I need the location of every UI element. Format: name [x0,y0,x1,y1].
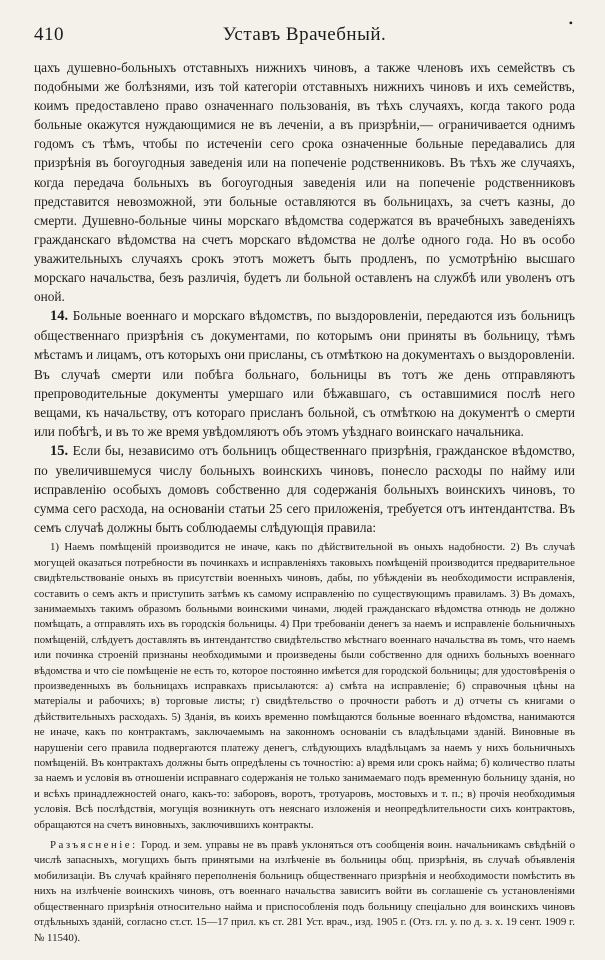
article-14 [34,306,575,441]
article-15-text: Если бы, независимо отъ больницъ общественнаго призрѣнія, гражданское вѣдомство, по увеличившемуся числу больныхъ воинскихъ чиновъ, понесло расходы по найму или исправленію особыхъ домовъ собственно для содержанія больныхъ воинскихъ чиновъ, то сумма сего расхода, на основаніи статьи 25 сего приложенія, требуется отъ интендантства. Въ семъ случаѣ должны быть соблюдаемы слѣдующія правила: [34,442,575,536]
article-15 [34,441,575,537]
corner-mark: • [568,16,573,30]
intro-paragraph: цахъ душевно-больныхъ отставныхъ нижнихъ чиновъ, а также членовъ ихъ семействъ съ подобными же болѣзнями, изъ той категоріи отставныхъ нижнихъ чиновъ и ихъ семействъ, коимъ предоставлено право означеннаго пользованія, въ тѣхъ случаяхъ, когда такого рода больные окажутся нуждающимися не въ леченіи, а въ призрѣніи,— ограничивается однимъ годомъ съ тѣмъ, чтобы по истеченіи сего срока означенные больные передавались для призрѣнія въ богоугодныя заведенія или на попеченіе родственниковъ. Въ тѣхъ же случаяхъ, когда передача больныхъ въ богоугодныя заведенія или на попеченіе родственниковъ представится невозможной, эти больные оставляются въ больницахъ, за счетъ казны, до смерти. Душевно-больные чины морскаго вѣдомства содержатся въ врачебныхъ заведеніяхъ гражданскаго вѣдомства на счетъ морскаго вѣдомства не долѣе одного года. Но въ особо уважительныхъ случаяхъ срокъ этотъ можетъ быть продленъ, по усмотрѣнію высшаго морскаго начальства, безъ различія, будетъ ли больной оставленъ на службѣ или уволенъ отъ оной. [34,60,575,305]
article-14-number: 14. [50,308,69,325]
running-title: Уставъ Врачебный. [222,24,387,45]
article-14-text: Больные военнаго и морскаго вѣдомствъ, по выздоровленіи, передаются изъ больницъ общественнаго призрѣнія съ документами, по которымъ они приняты въ больницу, тѣмъ мѣстамъ и лицамъ, отъ которыхъ они присланы, съ отмѣткою на документахъ о выздоровленіи. Въ случаѣ смерти или побѣга больнаго, больницы въ тотъ же день отправляютъ препроводительные документы умершаго или бѣжавшаго, съ оставшимися послѣ него вещами, къ начальству, отъ котораго присланъ больной, съ отмѣткою на документѣ о смерти или побѣгѣ, и въ то же время увѣдомляютъ объ этомъ уѣзднаго воинскаго начальника. [34,308,576,439]
clarification-label: Разъясненіе: [50,839,138,852]
page-number: 410 [34,24,64,45]
page-header [34,16,575,50]
article-15-number: 15. [50,442,69,459]
main-text [34,58,575,537]
rules-block [34,540,575,946]
clarification-text: Город. и зем. управы не въ правѣ уклоняться отъ сообщенія воин. начальникамъ свѣдѣній о числѣ запасныхъ, могущихъ быть принятыми на излѣченіе въ больницы общ. призрѣнія, въ случаѣ объявленія мобилизаціи. Въ случаѣ крайняго переполненія больницъ общественнаго призрѣнія и необходимости помѣстить въ нихъ на излѣченіе воинскихъ чиновъ, отъ военнаго начальства зависитъ войти въ соглашеніе съ установленіями общественнаго призрѣнія относительно найма и приспособленія подъ больницу спеціально для воинскихъ чиновъ отдѣльныхъ зданій, согласно ст.ст. 15—17 прил. къ ст. 281 Уст. врач., изд. 1905 г. (Отз. гл. у. по д. з. х. 19 сент. 1909 г. № 11540). [34,839,575,944]
rules-text: 1) Наемъ помѣщеній производится не иначе, какъ по дѣйствительной въ оныхъ надобности. 2) Въ случаѣ могущей оказаться потребности въ починкахъ и исправленіяхъ таковыхъ помѣщеній производится предварительное свидѣтельствованіе оныхъ въ присутствіи военныхъ чиновъ, дабы, по убѣжденіи въ необходимости исправленія, составить о семъ актъ и приступить затѣмъ къ самому исправленію по существующимъ правиламъ. 3) Въ домахъ, занимаемыхъ такимъ образомъ больными воинскими чинами, людей гражданскаго вѣдомства отнюдь не должно помѣщать, а отправлять ихъ въ городскія больницы. 4) При требованіи денегъ за наемъ и исправленіе больничныхъ помѣщеній, слѣдуетъ доставлять въ интендантство свидѣтельство мѣстнаго военнаго начальства въ томъ, что наемъ или починка строеній признаны необходимыми и произведены были собственно для однихъ больныхъ военнаго вѣдомства и что сіе помѣщеніе не есть то, которое постоянно имѣется для городской больницы; для удостовѣренія о произведенныхъ въ больницахъ исправкахъ присылаются: а) смѣта на исправленіе; б) справочныя цѣны на матеріалы и рабочихъ; в) торговые листы; г) свидѣтельство о прочности работъ и д) отчеты съ книгами о дѣйствительныхъ расходахъ. 5) Зданія, въ коихъ временно помѣщаются больные военнаго вѣдомства, нанимаются не иначе, какъ по контрактамъ, заключаемымъ на законномъ основаніи съ владѣльцами зданій. Виновные въ нарушеніи сего правила подвергаются платежу денегъ, слѣдующихъ владѣльцамъ за наемъ у нихъ больничныхъ помѣщеній. Въ контрактахъ должны быть опредѣлены съ точностію: а) время или срокъ найма; б) количество платы за наемъ и условія въ отношеніи исправнаго содержанія не только занимаемаго подъ временную больницу зданія, но и всѣхъ принадлежностей онаго, какъ-то: заборовъ, воротъ, тротуаровъ, мостовыхъ и т. п.; в) прочія необходимыя условія. Всѣ послѣдствія, могущія возникнуть отъ неяснаго изложенія и неопредѣлительности сихъ контрактовъ, обращаются на счетъ виновныхъ, заключившихъ контракты. [34,541,575,831]
clarification [34,838,575,946]
